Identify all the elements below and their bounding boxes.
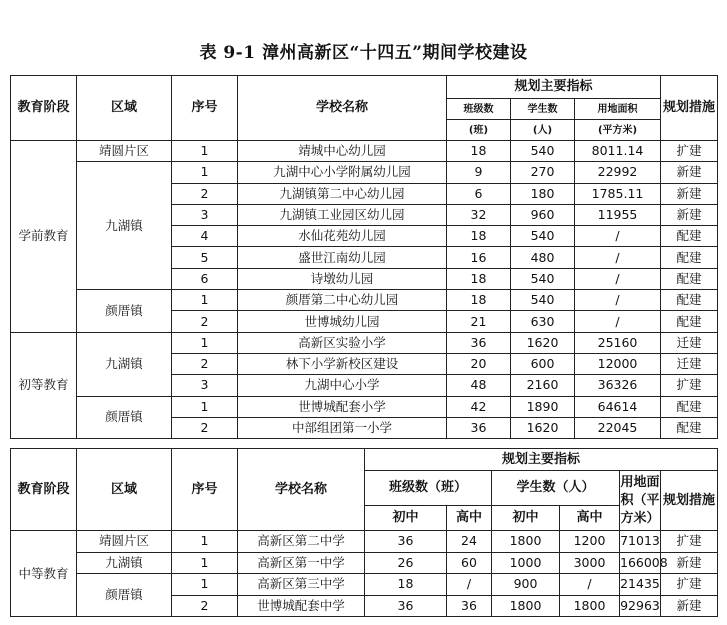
seq-cell: 1: [172, 531, 238, 553]
district-cell: 颜厝镇: [77, 290, 172, 333]
students-junior-cell: 1000: [492, 552, 560, 574]
measure-cell: 扩建: [661, 141, 718, 162]
header-measure: 规划措施: [661, 76, 718, 141]
table-row: [11, 552, 718, 574]
classes-senior-cell: 24: [447, 531, 492, 553]
table-row: [11, 290, 718, 311]
header-area-unit: (平方米): [575, 120, 661, 141]
measure-cell: 配建: [661, 226, 718, 247]
area-cell: 71013: [620, 531, 661, 553]
header-seq: 序号: [172, 76, 238, 141]
table-row: [11, 162, 718, 183]
seq-cell: 3: [172, 204, 238, 225]
classes-cell: 20: [447, 353, 511, 374]
area-cell: 12000: [575, 353, 661, 374]
classes-junior-cell: 26: [365, 552, 447, 574]
district-cell: 九湖镇: [77, 552, 172, 574]
header-area-2: 用地面积（平方米）: [620, 471, 661, 531]
school-name-cell: 中部组团第一小学: [238, 417, 447, 438]
district-cell: 颜厝镇: [77, 574, 172, 617]
classes-cell: 6: [447, 183, 511, 204]
area-cell: /: [575, 247, 661, 268]
table-row: [11, 574, 718, 596]
area-cell: 22992: [575, 162, 661, 183]
header-classes-senior: 高中: [447, 506, 492, 531]
area-cell: 25160: [575, 332, 661, 353]
area-cell: 21435: [620, 574, 661, 596]
classes-cell: 21: [447, 311, 511, 332]
measure-cell: 扩建: [661, 375, 718, 396]
school-name-cell: 高新区第三中学: [238, 574, 365, 596]
measure-cell: 配建: [661, 290, 718, 311]
measure-cell: 配建: [661, 417, 718, 438]
students-junior-cell: 1800: [492, 531, 560, 553]
table-row: [11, 141, 718, 162]
students-junior-cell: 1800: [492, 595, 560, 617]
seq-cell: 1: [172, 396, 238, 417]
seq-cell: 3: [172, 375, 238, 396]
measure-cell: 新建: [661, 595, 718, 617]
header-district-2: 区域: [77, 449, 172, 531]
school-name-cell: 高新区实验小学: [238, 332, 447, 353]
seq-cell: 1: [172, 162, 238, 183]
header-classes: 班级数: [447, 99, 511, 120]
students-cell: 1620: [511, 417, 575, 438]
classes-junior-cell: 36: [365, 531, 447, 553]
students-cell: 540: [511, 226, 575, 247]
header-students-senior: 高中: [560, 506, 620, 531]
header-district: 区域: [77, 76, 172, 141]
classes-senior-cell: 60: [447, 552, 492, 574]
students-cell: 1620: [511, 332, 575, 353]
students-senior-cell: 1800: [560, 595, 620, 617]
classes-cell: 36: [447, 417, 511, 438]
school-name-cell: 九湖镇第二中心幼儿园: [238, 183, 447, 204]
seq-cell: 1: [172, 552, 238, 574]
classes-junior-cell: 36: [365, 595, 447, 617]
measure-cell: 迁建: [661, 332, 718, 353]
classes-cell: 18: [447, 290, 511, 311]
seq-cell: 5: [172, 247, 238, 268]
classes-cell: 18: [447, 226, 511, 247]
classes-cell: 18: [447, 268, 511, 289]
area-cell: /: [575, 226, 661, 247]
classes-senior-cell: 36: [447, 595, 492, 617]
classes-cell: 36: [447, 332, 511, 353]
area-cell: 11955: [575, 204, 661, 225]
header-students-unit: (人): [511, 120, 575, 141]
school-name-cell: 盛世江南幼儿园: [238, 247, 447, 268]
measure-cell: 新建: [661, 183, 718, 204]
students-cell: 630: [511, 311, 575, 332]
area-cell: 166008: [620, 552, 661, 574]
seq-cell: 2: [172, 595, 238, 617]
header-classes-junior: 初中: [365, 506, 447, 531]
students-cell: 2160: [511, 375, 575, 396]
header-school: 学校名称: [238, 76, 447, 141]
school-name-cell: 世博城配套小学: [238, 396, 447, 417]
measure-cell: 扩建: [661, 574, 718, 596]
school-name-cell: 水仙花苑幼儿园: [238, 226, 447, 247]
district-cell: 颜厝镇: [77, 396, 172, 439]
area-cell: /: [575, 268, 661, 289]
school-name-cell: 靖城中心幼儿园: [238, 141, 447, 162]
classes-cell: 9: [447, 162, 511, 183]
school-name-cell: 九湖中心小学: [238, 375, 447, 396]
seq-cell: 1: [172, 290, 238, 311]
stage-cell: 中等教育: [11, 531, 77, 617]
seq-cell: 1: [172, 574, 238, 596]
students-cell: 600: [511, 353, 575, 374]
measure-cell: 配建: [661, 311, 718, 332]
seq-cell: 1: [172, 332, 238, 353]
measure-cell: 新建: [661, 552, 718, 574]
header-seq-2: 序号: [172, 449, 238, 531]
classes-junior-cell: 18: [365, 574, 447, 596]
district-cell: 靖圆片区: [77, 141, 172, 162]
school-name-cell: 高新区第一中学: [238, 552, 365, 574]
header-area: 用地面积: [575, 99, 661, 120]
primary-education-table: [10, 75, 718, 439]
school-name-cell: 九湖中心小学附属幼儿园: [238, 162, 447, 183]
seq-cell: 4: [172, 226, 238, 247]
area-cell: 36326: [575, 375, 661, 396]
seq-cell: 2: [172, 417, 238, 438]
seq-cell: 1: [172, 141, 238, 162]
school-name-cell: 高新区第二中学: [238, 531, 365, 553]
school-name-cell: 世博城配套中学: [238, 595, 365, 617]
header-students-junior: 初中: [492, 506, 560, 531]
students-cell: 1890: [511, 396, 575, 417]
students-senior-cell: /: [560, 574, 620, 596]
measure-cell: 配建: [661, 396, 718, 417]
measure-cell: 扩建: [661, 531, 718, 553]
students-junior-cell: 900: [492, 574, 560, 596]
table-row: [11, 531, 718, 553]
students-cell: 270: [511, 162, 575, 183]
header-stage: 教育阶段: [11, 76, 77, 141]
classes-cell: 48: [447, 375, 511, 396]
students-cell: 540: [511, 290, 575, 311]
header-measure-2: 规划措施: [661, 471, 718, 531]
school-name-cell: 世博城幼儿园: [238, 311, 447, 332]
secondary-education-table: [10, 448, 718, 617]
measure-cell: 迁建: [661, 353, 718, 374]
seq-cell: 6: [172, 268, 238, 289]
students-cell: 180: [511, 183, 575, 204]
header-students: 学生数: [511, 99, 575, 120]
measure-cell: 新建: [661, 204, 718, 225]
table-row: [11, 396, 718, 417]
header-classes-2: 班级数（班）: [365, 471, 492, 506]
header-indicators-2: 规划主要指标: [365, 449, 718, 471]
area-cell: 64614: [575, 396, 661, 417]
school-name-cell: 诗墩幼儿园: [238, 268, 447, 289]
stage-cell: 初等教育: [11, 332, 77, 438]
school-name-cell: 林下小学新校区建设: [238, 353, 447, 374]
header-indicators: 规划主要指标: [447, 76, 661, 99]
seq-cell: 2: [172, 311, 238, 332]
area-cell: 8011.14: [575, 141, 661, 162]
classes-cell: 16: [447, 247, 511, 268]
header-school-2: 学校名称: [238, 449, 365, 531]
school-name-cell: 颜厝第二中心幼儿园: [238, 290, 447, 311]
classes-cell: 18: [447, 141, 511, 162]
district-cell: 九湖镇: [77, 332, 172, 396]
measure-cell: 配建: [661, 247, 718, 268]
classes-cell: 32: [447, 204, 511, 225]
classes-cell: 42: [447, 396, 511, 417]
header-stage-2: 教育阶段: [11, 449, 77, 531]
students-cell: 480: [511, 247, 575, 268]
district-cell: 靖圆片区: [77, 531, 172, 553]
area-cell: /: [575, 290, 661, 311]
table-title: 表 9-1 漳州高新区“十四五”期间学校建设: [199, 43, 528, 63]
area-cell: /: [575, 311, 661, 332]
district-cell: 九湖镇: [77, 162, 172, 290]
seq-cell: 2: [172, 353, 238, 374]
area-cell: 92963: [620, 595, 661, 617]
measure-cell: 配建: [661, 268, 718, 289]
area-cell: 22045: [575, 417, 661, 438]
students-senior-cell: 3000: [560, 552, 620, 574]
students-cell: 960: [511, 204, 575, 225]
students-cell: 540: [511, 141, 575, 162]
school-name-cell: 九湖镇工业园区幼儿园: [238, 204, 447, 225]
students-cell: 540: [511, 268, 575, 289]
students-senior-cell: 1200: [560, 531, 620, 553]
stage-cell: 学前教育: [11, 141, 77, 333]
table-row: [11, 332, 718, 353]
classes-senior-cell: /: [447, 574, 492, 596]
seq-cell: 2: [172, 183, 238, 204]
header-classes-unit: (班): [447, 120, 511, 141]
header-students-2: 学生数（人）: [492, 471, 620, 506]
area-cell: 1785.11: [575, 183, 661, 204]
measure-cell: 新建: [661, 162, 718, 183]
